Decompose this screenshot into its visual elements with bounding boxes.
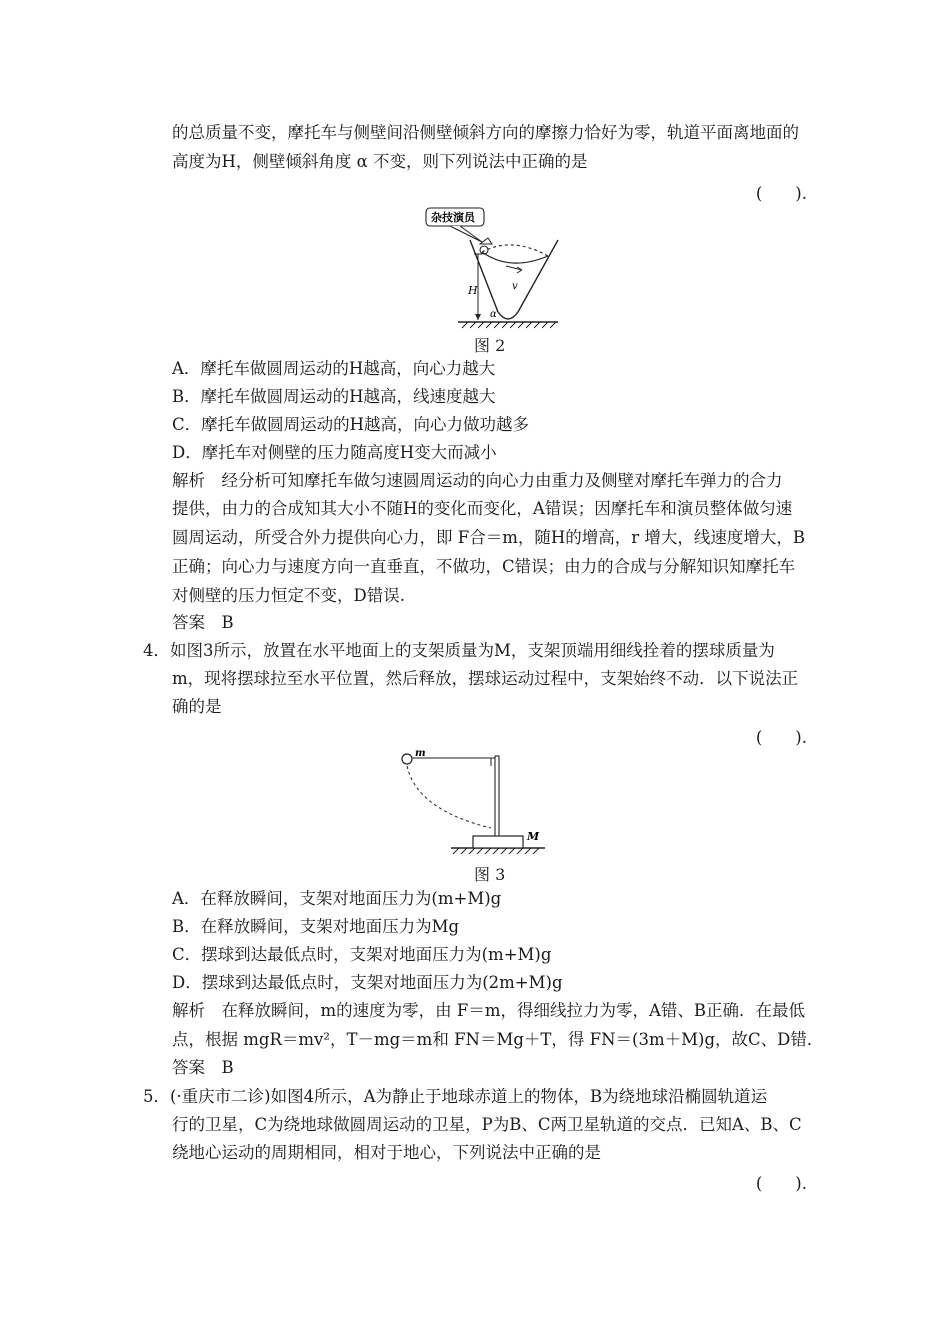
stand-mass-label: M [527, 830, 540, 843]
q3-answer-bracket: ( ). [755, 184, 807, 203]
q3-stem-line-2: 高度为H，侧壁倾斜角度 α 不变，则下列说法中正确的是 [172, 152, 588, 171]
q3-analysis-line-1: 解析 经分析可知摩托车做匀速圆周运动的向心力由重力及侧壁对摩托车弹力的合力 [172, 471, 783, 490]
q4-analysis-line-2: 点，根据 mgR＝mv²，T－mg＝m和 FN＝Mg＋T，得 FN＝(3m＋M)g，故C、D错． [172, 1030, 824, 1049]
q4-answer: 答案 B [172, 1058, 234, 1077]
figure-2-diagram [390, 200, 580, 330]
q3-analysis-line-5: 对侧壁的压力恒定不变，D错误. [172, 586, 405, 605]
q3-option-b: B．摩托车做圆周运动的H越高，线速度越大 [172, 387, 496, 406]
q4-stem-line-1: 4．如图3所示，放置在水平地面上的支架质量为M，支架顶端用细线拴着的摆球质量为 [143, 641, 775, 660]
figure-2-caption: 图 2 [474, 336, 506, 355]
q3-answer: 答案 B [172, 613, 234, 632]
figure-3-caption: 图 3 [474, 865, 506, 884]
q5-stem-line-2: 行的卫星，C为绕地球做圆周运动的卫星，P为B、C两卫星轨道的交点．已知A、B、C [172, 1115, 802, 1134]
q5-stem-line-3: 绕地心运动的周期相同，相对于地心，下列说法中正确的是 [172, 1143, 601, 1162]
q3-analysis-line-4: 正确；向心力与速度方向一直垂直，不做功，C错误；由力的合成与分解知识知摩托车 [172, 557, 796, 576]
q3-option-a: A．摩托车做圆周运动的H越高，向心力越大 [172, 359, 496, 378]
angle-label: α [490, 309, 497, 320]
q4-answer-bracket: ( ). [755, 728, 807, 747]
q4-option-b: B．在释放瞬间，支架对地面压力为Mg [172, 917, 460, 936]
q4-option-c: C．摆球到达最低点时，支架对地面压力为(m+M)g [172, 945, 552, 964]
q3-analysis-line-3: 圆周运动，所受合外力提供向心力，即 F合＝m，随H的增高，r 增大，线速度增大，B [172, 528, 805, 547]
figure-3-diagram [395, 748, 555, 858]
performer-callout: 杂技演员 [431, 211, 475, 224]
q4-stem-line-3: 确的是 [172, 697, 222, 716]
q4-option-a: A．在释放瞬间，支架对地面压力为(m+M)g [172, 889, 502, 908]
q3-stem-line-1: 的总质量不变，摩托车与侧壁间沿侧壁倾斜方向的摩擦力恰好为零，轨道平面离地面的 [172, 123, 799, 142]
q4-analysis-line-1: 解析 在释放瞬间，m的速度为零，由 F＝m，得细线拉力为零，A错、B正确．在最低 [172, 1001, 806, 1020]
q3-option-d: D．摩托车对侧壁的压力随高度H变大而减小 [172, 443, 497, 462]
q5-stem-line-1: 5．(·重庆市二诊)如图4所示，A为静止于地球赤道上的物体，B为绕地球沿椭圆轨道运 [143, 1087, 768, 1106]
q3-option-c: C．摩托车做圆周运动的H越高，向心力做功越多 [172, 415, 530, 434]
q5-answer-bracket: ( ). [755, 1174, 807, 1193]
q3-analysis-line-2: 提供，由力的合成知其大小不随H的变化而变化，A错误；因摩托车和演员整体做匀速 [172, 499, 793, 518]
ball-mass-label: m [415, 748, 426, 759]
velocity-label: v [512, 281, 518, 292]
q4-option-d: D．摆球到达最低点时，支架对地面压力为(2m+M)g [172, 973, 563, 992]
height-label: H [468, 284, 478, 297]
q4-stem-line-2: m，现将摆球拉至水平位置，然后释放，摆球运动过程中，支架始终不动．以下说法正 [172, 669, 799, 688]
